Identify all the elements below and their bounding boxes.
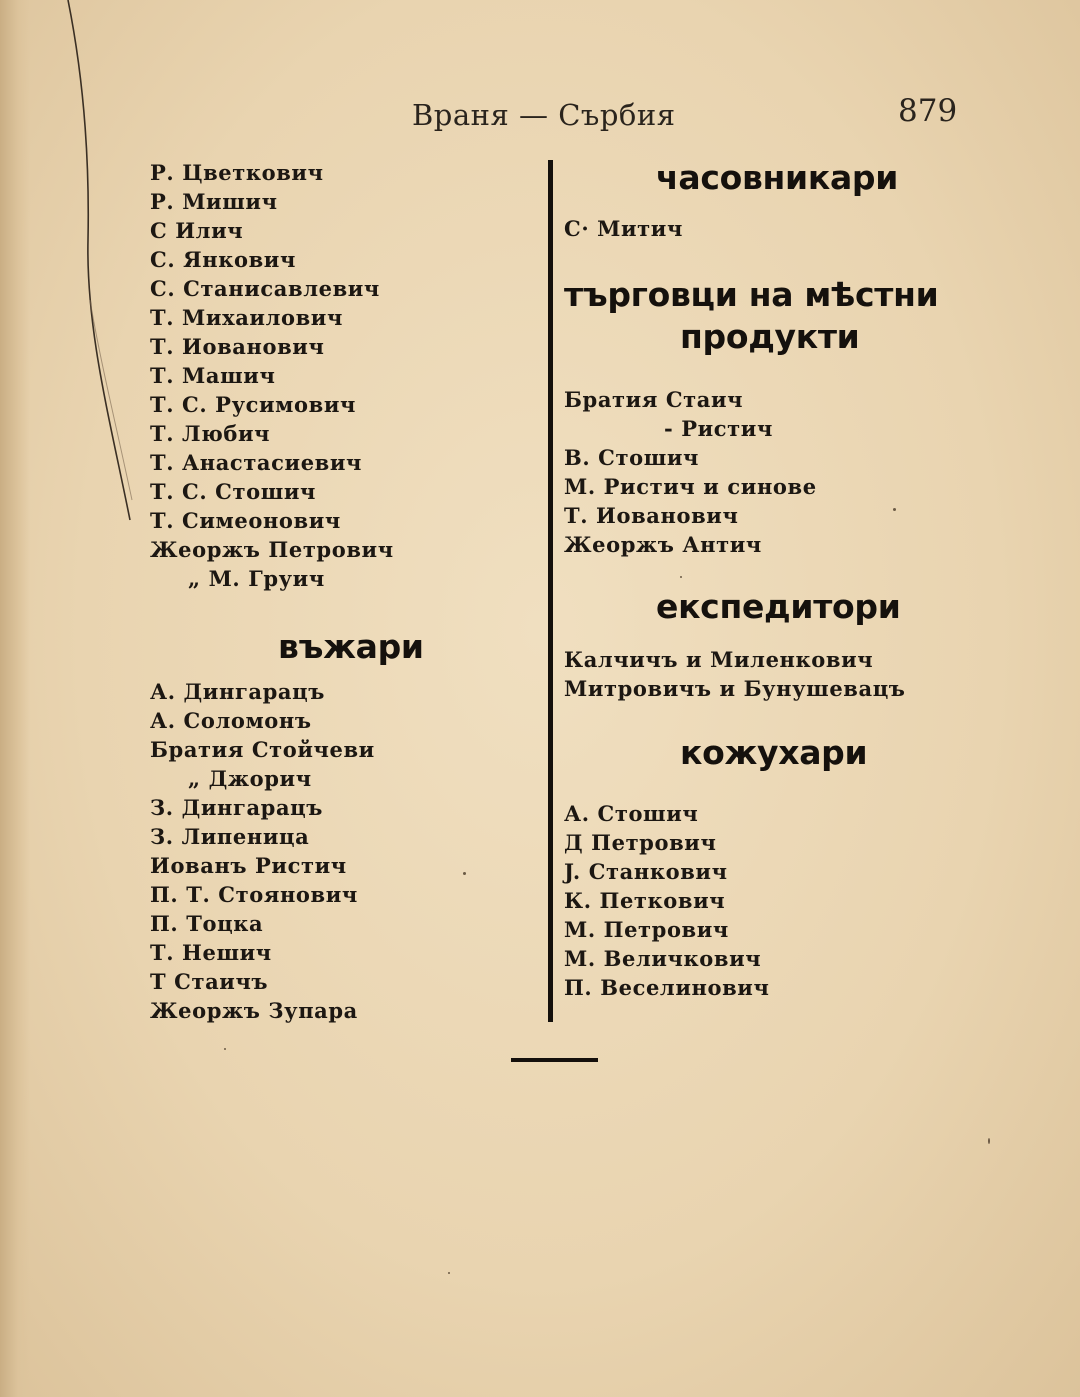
list-item: П. Тоцка — [150, 911, 264, 936]
right-column — [564, 158, 984, 1002]
paper-speck — [463, 872, 466, 875]
list-item: Митровичъ и Бунушевацъ — [564, 676, 906, 701]
list-item: А. Соломонъ — [150, 708, 312, 733]
page-binding-edge — [0, 0, 30, 1397]
list-item: С. Янкович — [150, 247, 296, 272]
list-item: Р. Цветкович — [150, 160, 324, 185]
paper-speck — [988, 1138, 990, 1144]
list-item: Жеоржъ Зупара — [150, 998, 358, 1023]
list-item: Д Петрович — [564, 830, 717, 855]
section-heading-kozhuhari: кожухари — [680, 733, 868, 772]
list-item: Жеоржъ Антич — [564, 532, 762, 557]
list-item: С. Станисавлевич — [150, 276, 380, 301]
page-number: 879 — [898, 93, 958, 129]
list-item: Жеоржъ Петрович — [150, 537, 394, 562]
list-item: М. Ристич и синове — [564, 474, 817, 499]
column-divider — [548, 160, 553, 1022]
section-heading-chasovnikari: часовникари — [656, 158, 899, 197]
list-item: М. Петрович — [564, 917, 729, 942]
list-item: Т. Машич — [150, 363, 276, 388]
list-item: С Илич — [150, 218, 244, 243]
list-item: Т. Любич — [150, 421, 271, 446]
section-heading-targovtsi-line2: продукти — [680, 317, 860, 356]
list-item: Иованъ Ристич — [150, 853, 347, 878]
list-item: В. Стошич — [564, 445, 700, 470]
list-item: С· Митич — [564, 216, 683, 241]
paper-speck — [680, 576, 682, 578]
end-rule — [511, 1058, 598, 1062]
list-item: Т Стаичъ — [150, 969, 269, 994]
list-item: М. Величкович — [564, 946, 762, 971]
list-item: А. Дингарацъ — [150, 679, 325, 704]
list-item: Братия Стойчеви — [150, 737, 375, 762]
list-item: П. Т. Стоянович — [150, 882, 358, 907]
list-item: Т. Иованович — [564, 503, 739, 528]
list-item: Калчичъ и Миленкович — [564, 647, 874, 672]
list-item: К. Петкович — [564, 888, 726, 913]
list-item: З. Липеница — [150, 824, 310, 849]
section-heading-vazhari: въжари — [278, 627, 424, 666]
list-item: Т. Иованович — [150, 334, 325, 359]
list-item: - Ристич — [664, 416, 773, 441]
list-item: Т. Михаилович — [150, 305, 343, 330]
paper-speck — [448, 1272, 450, 1274]
list-item: Т. Анастасиевич — [150, 450, 362, 475]
list-item: Т. С. Русимович — [150, 392, 356, 417]
left-column — [150, 158, 530, 1025]
list-item: „ Джорич — [188, 766, 312, 791]
list-item: J. Станкович — [564, 859, 728, 884]
paper-speck — [224, 1048, 226, 1050]
list-item: Братия Стаич — [564, 387, 744, 412]
list-item: „ М. Груич — [188, 566, 325, 591]
section-heading-ekspeditori: експедитори — [656, 587, 901, 626]
list-item: Т. Симеонович — [150, 508, 341, 533]
paper-speck — [893, 508, 896, 511]
list-item: Р. Мишич — [150, 189, 278, 214]
list-item: П. Веселинович — [564, 975, 770, 1000]
page-curl-shadow — [60, 0, 150, 560]
list-item: А. Стошич — [564, 801, 699, 826]
list-item: З. Дингарацъ — [150, 795, 323, 820]
list-item: Т. С. Стошич — [150, 479, 317, 504]
section-heading-targovtsi-line1: търговци на мѣстни — [564, 275, 939, 314]
list-item: Т. Нешич — [150, 940, 272, 965]
running-header-title: Враня — Сърбия — [412, 98, 676, 132]
